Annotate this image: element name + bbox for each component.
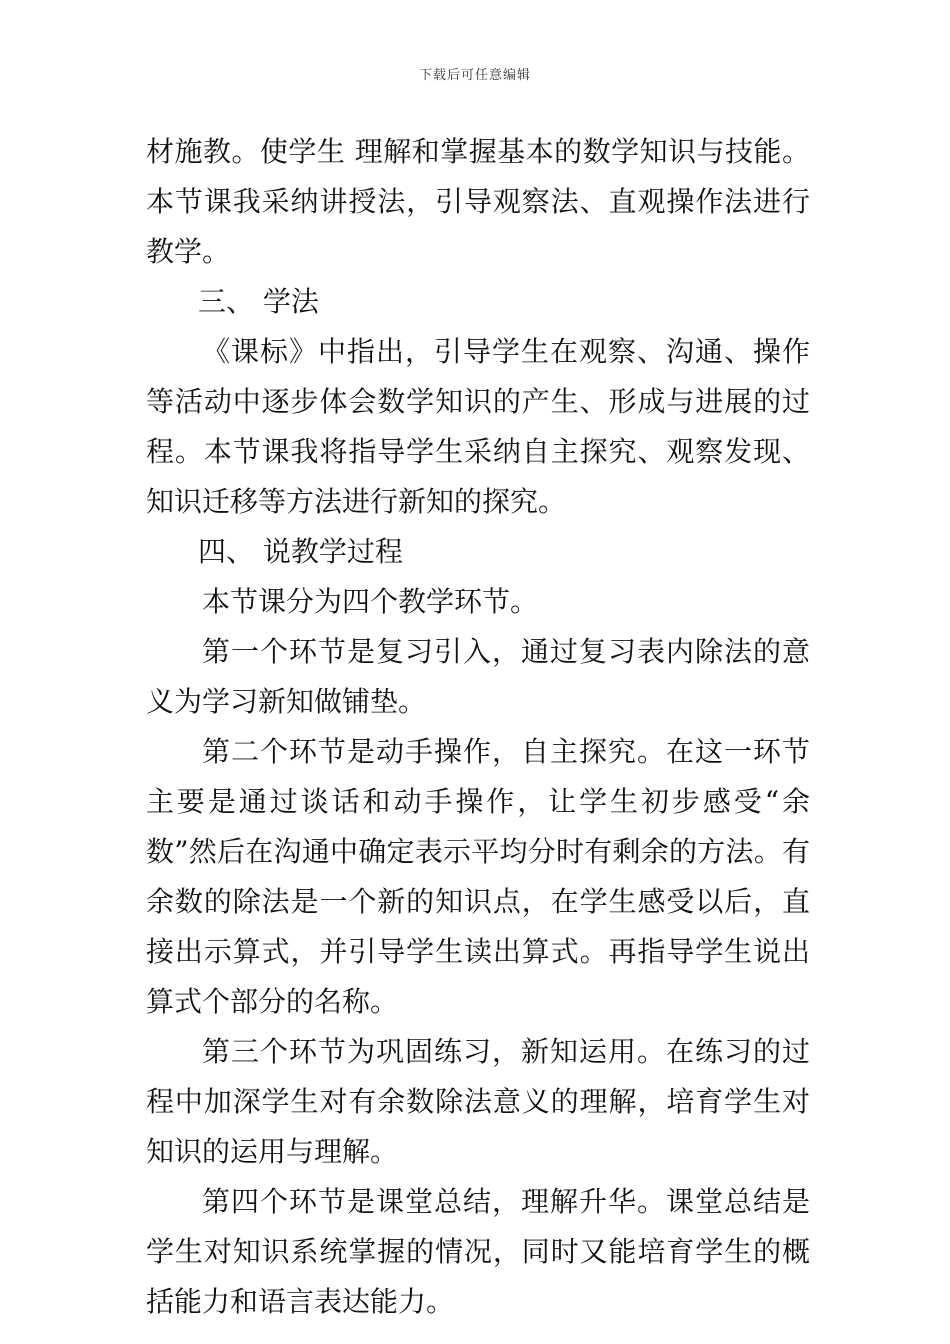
paragraph-step-2: 第二个环节是动手操作，自主探究。在这一环节主要是通过谈话和动手操作，让学生初步感受“余数”然后在沟通中确定表示平均分时有剩余的方法。有余数的除法是一个新的知识点，在学生感受以后，直接出示算式，并引导学生读出算式。再指导学生说出算式个部分的名称。: [146, 735, 810, 1018]
paragraph-step-1: 第一个环节是复习引入，通过复习表内除法的意义为学习新知做铺垫。: [146, 635, 810, 718]
paragraph-study-method: 《课标》中指出，引导学生在观察、沟通、操作等活动中逐步体会数学知识的产生、形成与进展的过程。本节课我将指导学生采纳自主探究、观察发现、知识迁移等方法进行新知的探究。: [146, 335, 810, 518]
paragraph-overview: 本节课分为四个教学环节。: [202, 585, 539, 618]
paragraph-teaching-method-cont: 材施教。使学生 理解和掌握基本的数学知识与技能。本节课我采纳讲授法，引导观察法、直观操作法进行教学。: [146, 135, 810, 268]
paragraph-step-3: 第三个环节为巩固练习，新知运用。在练习的过程中加深学生对有余数除法意义的理解，培育学生对知识的运用与理解。: [146, 1035, 810, 1168]
document-body: [146, 127, 810, 1327]
page-header: 下载后可任意编辑: [418, 68, 531, 83]
section-heading-teaching-process: 四、 说教学过程: [198, 535, 403, 568]
section-heading-study-method: 三、 学法: [198, 285, 319, 318]
paragraph-step-4: 第四个环节是课堂总结，理解升华。课堂总结是学生对知识系统掌握的情况，同时又能培育学生的概括能力和语言表达能力。: [146, 1185, 810, 1318]
